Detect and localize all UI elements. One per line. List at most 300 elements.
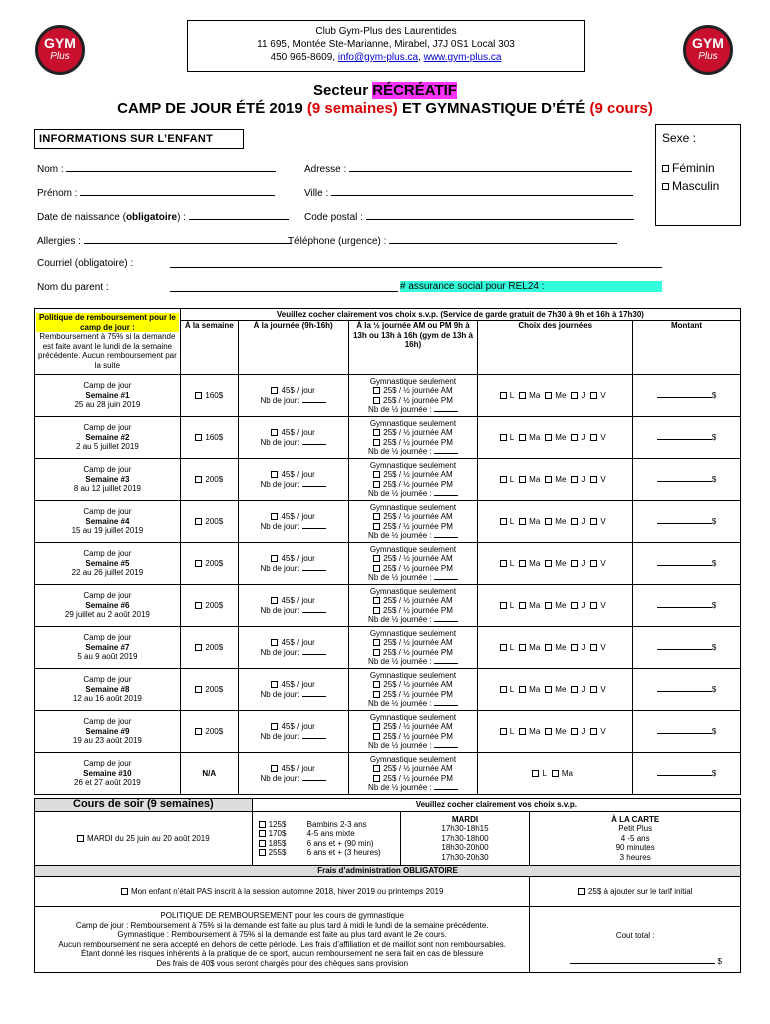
sector-title — [0, 82, 770, 99]
checkbox-icon[interactable] — [373, 387, 380, 394]
day-option-cell[interactable] — [238, 627, 348, 669]
demi-option-cell[interactable] — [348, 627, 478, 669]
checkbox-icon[interactable] — [271, 639, 278, 646]
day-label: J — [581, 474, 586, 484]
field-line[interactable] — [657, 727, 712, 734]
demi-option-cell[interactable] — [348, 417, 478, 459]
checkbox-icon[interactable] — [500, 686, 507, 693]
checkbox-icon[interactable] — [590, 518, 597, 525]
field-line[interactable] — [657, 685, 712, 692]
week-number: Semaine #1 — [85, 390, 130, 400]
checkbox-icon[interactable] — [545, 686, 552, 693]
checkbox-icon[interactable] — [271, 429, 278, 436]
montant-cell[interactable] — [633, 585, 741, 627]
checkbox-icon[interactable] — [500, 518, 507, 525]
checkbox-icon[interactable] — [373, 639, 380, 646]
field-line[interactable] — [434, 741, 458, 748]
checkbox-icon[interactable] — [259, 830, 266, 837]
sexe-box — [655, 124, 741, 226]
montant-cell[interactable] — [633, 417, 741, 459]
evening-price-option[interactable] — [259, 839, 400, 849]
field-line[interactable] — [389, 234, 617, 244]
montant-cell[interactable] — [633, 753, 741, 795]
field-line[interactable] — [302, 774, 326, 781]
checkbox-icon[interactable] — [571, 644, 578, 651]
website-link[interactable]: www.gym-plus.ca — [423, 52, 502, 63]
checkbox-icon[interactable] — [519, 602, 526, 609]
checkbox-icon[interactable] — [552, 770, 559, 777]
field-line[interactable] — [302, 564, 326, 571]
week-cell — [35, 543, 181, 585]
week-price: 160$ — [205, 432, 224, 442]
week-number: Semaine #3 — [85, 474, 130, 484]
ville-field[interactable] — [304, 186, 633, 199]
week-price-option[interactable] — [180, 585, 238, 627]
checkbox-icon[interactable] — [519, 728, 526, 735]
field-line[interactable] — [349, 162, 632, 172]
club-logo-left — [35, 25, 85, 75]
checkbox-icon[interactable] — [195, 392, 202, 399]
checkbox-icon[interactable] — [500, 602, 507, 609]
cout-total-label: Cout total : — [615, 930, 655, 940]
field-line[interactable] — [302, 606, 326, 613]
field-line[interactable] — [302, 522, 326, 529]
field-line[interactable] — [434, 405, 458, 412]
day-option[interactable] — [519, 391, 540, 400]
day-option[interactable] — [519, 517, 540, 526]
field-line[interactable] — [657, 391, 712, 398]
day-option-cell[interactable] — [238, 585, 348, 627]
col-montant: Montant — [633, 321, 741, 375]
checkbox-icon[interactable] — [545, 476, 552, 483]
checkbox-icon[interactable] — [590, 686, 597, 693]
dollar-sign: $ — [711, 432, 717, 442]
nom-field[interactable] — [37, 162, 276, 175]
checkbox-icon[interactable] — [373, 723, 380, 730]
day-option[interactable] — [519, 601, 540, 610]
checkbox-icon[interactable] — [195, 560, 202, 567]
checkbox-icon[interactable] — [195, 686, 202, 693]
checkbox-icon[interactable] — [545, 518, 552, 525]
field-line[interactable] — [302, 648, 326, 655]
checkbox-icon[interactable] — [271, 765, 278, 772]
checkbox-icon[interactable] — [500, 728, 507, 735]
field-line[interactable] — [302, 690, 326, 697]
day-label: V — [600, 558, 606, 568]
day-option[interactable] — [571, 559, 585, 568]
week-price-option[interactable] — [180, 375, 238, 417]
checkbox-icon[interactable] — [271, 555, 278, 562]
checkbox-icon[interactable] — [571, 686, 578, 693]
evening-price-option[interactable] — [259, 829, 400, 839]
checkbox-icon[interactable] — [590, 476, 597, 483]
field-line[interactable] — [434, 699, 458, 706]
montant-cell[interactable] — [633, 669, 741, 711]
checkbox-icon[interactable] — [373, 523, 380, 530]
day-option[interactable] — [545, 727, 566, 736]
field-line[interactable] — [84, 234, 292, 244]
field-line[interactable] — [331, 186, 633, 196]
admin-fee-label: 25$ à ajouter sur le tarif initial — [587, 886, 693, 896]
checkbox-icon[interactable] — [195, 518, 202, 525]
days-cell — [478, 669, 633, 711]
demi-option-cell[interactable] — [348, 585, 478, 627]
courriel-field[interactable] — [37, 258, 133, 269]
checkbox-icon[interactable] — [519, 476, 526, 483]
checkbox-icon[interactable] — [195, 602, 202, 609]
day-option[interactable] — [519, 685, 540, 694]
day-option[interactable] — [532, 769, 546, 778]
day-option[interactable] — [500, 475, 514, 484]
code-postal-field[interactable] — [304, 210, 634, 223]
checkbox-icon[interactable] — [545, 392, 552, 399]
demi-option-cell[interactable] — [348, 501, 478, 543]
field-line[interactable] — [657, 433, 712, 440]
checkbox-icon[interactable] — [271, 723, 278, 730]
checkbox-icon[interactable] — [271, 471, 278, 478]
checkbox-icon[interactable] — [373, 733, 380, 740]
day-option[interactable] — [500, 433, 514, 442]
day-option-cell[interactable] — [238, 501, 348, 543]
checkbox-icon[interactable] — [545, 602, 552, 609]
checkbox-icon[interactable] — [373, 397, 380, 404]
checkbox-icon[interactable] — [519, 518, 526, 525]
checkbox-icon[interactable] — [590, 560, 597, 567]
jour-price: 45$ / jour — [281, 638, 315, 647]
checkbox-icon[interactable] — [571, 518, 578, 525]
child-info-heading: INFORMATIONS SUR L’ENFANT — [34, 129, 244, 149]
checkbox-icon[interactable] — [500, 644, 507, 651]
week-price-option[interactable] — [180, 459, 238, 501]
field-line[interactable] — [189, 210, 289, 220]
field-line[interactable] — [302, 480, 326, 487]
assurance-field[interactable] — [400, 281, 662, 292]
field-line[interactable] — [302, 732, 326, 739]
sexe-option-masculin[interactable] — [662, 177, 740, 195]
evening-price: 170$ — [268, 829, 287, 838]
day-label: L — [509, 390, 515, 400]
jour-price: 45$ / jour — [281, 470, 315, 479]
checkbox-icon[interactable] — [545, 728, 552, 735]
sexe-option-feminin[interactable] — [662, 159, 740, 177]
checkbox-icon[interactable] — [373, 565, 380, 572]
field-line[interactable] — [434, 447, 458, 454]
day-option-cell[interactable] — [238, 669, 348, 711]
field-line[interactable] — [657, 601, 712, 608]
montant-cell[interactable] — [633, 501, 741, 543]
checkbox-icon[interactable] — [195, 644, 202, 651]
days-cell — [478, 711, 633, 753]
email-link[interactable]: info@gym-plus.ca — [337, 52, 419, 63]
evening-group: Bambins 2-3 ans — [306, 819, 367, 829]
week-camp: Camp de jour — [83, 423, 132, 433]
checkbox-icon[interactable] — [373, 607, 380, 614]
week-number: Semaine #10 — [83, 768, 132, 778]
gym-only-label: Gymnastique seulement — [369, 754, 457, 764]
checkbox-icon[interactable] — [519, 392, 526, 399]
day-option[interactable] — [571, 727, 585, 736]
day-option[interactable] — [500, 727, 514, 736]
day-label: Ma — [529, 684, 541, 694]
checkbox-icon[interactable] — [545, 560, 552, 567]
checkbox-icon[interactable] — [571, 602, 578, 609]
day-option[interactable] — [571, 643, 585, 652]
day-option[interactable] — [519, 475, 540, 484]
checkbox-icon[interactable] — [373, 471, 380, 478]
day-option[interactable] — [545, 601, 566, 610]
checkbox-icon[interactable] — [578, 888, 585, 895]
day-option[interactable] — [590, 475, 605, 484]
day-label: V — [600, 516, 606, 526]
demi-option-cell[interactable] — [348, 753, 478, 795]
checkbox-icon[interactable] — [373, 439, 380, 446]
checkbox-icon[interactable] — [590, 644, 597, 651]
field-line[interactable] — [657, 517, 712, 524]
checkbox-icon[interactable] — [662, 183, 669, 190]
parent-field[interactable] — [37, 282, 109, 293]
dollar-sign: $ — [711, 558, 717, 568]
checkbox-icon[interactable] — [590, 728, 597, 735]
checkbox-icon[interactable] — [519, 686, 526, 693]
day-option[interactable] — [545, 643, 566, 652]
day-option[interactable] — [545, 433, 566, 442]
day-option[interactable] — [519, 643, 540, 652]
checkbox-icon[interactable] — [571, 476, 578, 483]
field-line[interactable] — [434, 573, 458, 580]
demi-option-cell[interactable] — [348, 375, 478, 417]
nb-demi-label: Nb de ½ journée : — [368, 699, 432, 708]
checkbox-icon[interactable] — [590, 392, 597, 399]
checkbox-icon[interactable] — [571, 392, 578, 399]
field-label: ) : — [177, 212, 186, 223]
checkbox-icon[interactable] — [519, 560, 526, 567]
day-label: L — [509, 642, 515, 652]
checkbox-icon[interactable] — [590, 602, 597, 609]
field-line[interactable] — [434, 615, 458, 622]
day-option[interactable] — [519, 727, 540, 736]
day-label: J — [581, 600, 586, 610]
nb-jour-label: Nb de jour: — [260, 563, 300, 573]
checkbox-icon[interactable] — [195, 728, 202, 735]
prenom-field[interactable] — [37, 186, 275, 199]
day-option-cell[interactable] — [238, 543, 348, 585]
montant-cell[interactable] — [633, 543, 741, 585]
col-journee: À la journée (9h-16h) — [238, 321, 348, 375]
week-price-option[interactable] — [180, 417, 238, 459]
day-label: Me — [555, 432, 567, 442]
col-demi: À la ½ journée AM ou PM 9h à 13h ou 13h à 16h (gym de 13h à 16h) — [348, 321, 478, 375]
day-option-cell[interactable] — [238, 375, 348, 417]
checkbox-icon[interactable] — [532, 770, 539, 777]
carte-item: 4 -5 ans — [620, 833, 650, 843]
checkbox-icon[interactable] — [259, 840, 266, 847]
checkbox-icon[interactable] — [545, 644, 552, 651]
week-price-option[interactable] — [180, 543, 238, 585]
checkbox-icon[interactable] — [195, 476, 202, 483]
evening-price-option[interactable] — [259, 848, 400, 858]
checkbox-icon[interactable] — [373, 555, 380, 562]
naissance-field[interactable] — [37, 210, 289, 223]
demi-option-cell[interactable] — [348, 459, 478, 501]
week-number: Semaine #5 — [85, 558, 130, 568]
day-option[interactable] — [500, 685, 514, 694]
day-option-cell[interactable] — [238, 753, 348, 795]
checkbox-icon[interactable] — [571, 728, 578, 735]
table-instruction: Veuillez cocher clairement vos choix s.v.p. (Service de garde gratuit de 7h30 à 9h et 16h à 17h30) — [180, 309, 740, 321]
field-line[interactable] — [302, 438, 326, 445]
checkbox-icon[interactable] — [590, 434, 597, 441]
day-option[interactable] — [500, 391, 514, 400]
checkbox-icon[interactable] — [662, 165, 669, 172]
parent-line[interactable] — [170, 282, 398, 292]
adresse-field[interactable] — [304, 162, 632, 175]
field-line[interactable] — [570, 954, 715, 964]
checkbox-icon[interactable] — [259, 821, 266, 828]
field-line[interactable] — [302, 396, 326, 403]
week-camp: Camp de jour — [83, 675, 132, 685]
checkbox-icon[interactable] — [571, 560, 578, 567]
day-option-cell[interactable] — [238, 711, 348, 753]
field-line[interactable] — [434, 783, 458, 790]
checkbox-icon[interactable] — [373, 513, 380, 520]
day-label: Ma — [529, 390, 541, 400]
day-label: V — [600, 642, 606, 652]
week-price-option[interactable] — [180, 669, 238, 711]
club-phone: 450 965-8609, — [270, 52, 336, 63]
day-option-cell[interactable] — [238, 417, 348, 459]
checkbox-icon[interactable] — [77, 835, 84, 842]
day-option[interactable] — [519, 559, 540, 568]
week-price: 200$ — [205, 558, 224, 568]
field-line[interactable] — [657, 769, 712, 776]
field-line[interactable] — [657, 643, 712, 650]
day-option[interactable] — [545, 559, 566, 568]
checkbox-icon[interactable] — [373, 765, 380, 772]
montant-cell[interactable] — [633, 375, 741, 417]
evening-price-option[interactable] — [259, 820, 400, 830]
checkbox-icon[interactable] — [271, 513, 278, 520]
montant-cell[interactable] — [633, 711, 741, 753]
day-option[interactable] — [571, 433, 585, 442]
sexe-label: Sexe : — [662, 131, 697, 145]
field-line[interactable] — [657, 475, 712, 482]
checkbox-icon[interactable] — [500, 560, 507, 567]
mardi-time: 18h30-20h00 — [441, 843, 489, 853]
courriel-line[interactable] — [170, 258, 662, 268]
day-option[interactable] — [519, 433, 540, 442]
day-label: Ma — [529, 432, 541, 442]
checkbox-icon[interactable] — [195, 434, 202, 441]
cout-total-field[interactable] — [550, 954, 722, 967]
checkbox-icon[interactable] — [571, 434, 578, 441]
day-option[interactable] — [552, 769, 573, 778]
day-option[interactable] — [571, 601, 585, 610]
checkbox-icon[interactable] — [545, 434, 552, 441]
day-option[interactable] — [590, 433, 605, 442]
telephone-field[interactable] — [288, 234, 617, 247]
day-option[interactable] — [590, 517, 605, 526]
day-option[interactable] — [571, 391, 585, 400]
day-label: L — [542, 768, 547, 778]
day-option[interactable] — [500, 517, 514, 526]
checkbox-icon[interactable] — [271, 681, 278, 688]
day-option[interactable] — [590, 727, 605, 736]
day-option[interactable] — [590, 391, 605, 400]
checkbox-icon[interactable] — [373, 597, 380, 604]
checkbox-icon[interactable] — [519, 434, 526, 441]
admin-option[interactable] — [35, 877, 530, 907]
week-price-option[interactable] — [180, 711, 238, 753]
day-option[interactable] — [545, 517, 566, 526]
day-option[interactable] — [571, 685, 585, 694]
admin-fee[interactable] — [530, 877, 741, 907]
field-line[interactable] — [434, 489, 458, 496]
demi-option-cell[interactable] — [348, 711, 478, 753]
checkbox-icon[interactable] — [500, 476, 507, 483]
checkbox-icon[interactable] — [373, 649, 380, 656]
day-option[interactable] — [545, 391, 566, 400]
mardi-option[interactable] — [35, 812, 253, 866]
day-option[interactable] — [571, 475, 585, 484]
checkbox-icon[interactable] — [121, 888, 128, 895]
checkbox-icon[interactable] — [259, 849, 266, 856]
field-label: Allergies : — [37, 236, 81, 247]
field-line[interactable] — [434, 657, 458, 664]
day-option[interactable] — [545, 475, 566, 484]
demi-option-cell[interactable] — [348, 543, 478, 585]
nb-demi-label: Nb de ½ journée : — [368, 489, 432, 498]
day-option-cell[interactable] — [238, 459, 348, 501]
day-option[interactable] — [590, 559, 605, 568]
checkbox-icon[interactable] — [519, 644, 526, 651]
day-option[interactable] — [590, 685, 605, 694]
day-label: L — [509, 684, 515, 694]
week-cell — [35, 711, 181, 753]
field-line[interactable] — [66, 162, 276, 172]
pm-label: 25$ / ½ journée PM — [383, 647, 453, 657]
checkbox-icon[interactable] — [373, 775, 380, 782]
demi-option-cell[interactable] — [348, 669, 478, 711]
checkbox-icon[interactable] — [373, 481, 380, 488]
allergies-field[interactable] — [37, 234, 292, 247]
day-option[interactable] — [500, 601, 514, 610]
evening-instruction: Veuillez cocher clairement vos choix s.v.p. — [252, 799, 740, 812]
checkbox-icon[interactable] — [271, 387, 278, 394]
field-line[interactable] — [657, 559, 712, 566]
checkbox-icon[interactable] — [373, 681, 380, 688]
montant-cell[interactable] — [633, 627, 741, 669]
field-line[interactable] — [366, 210, 634, 220]
montant-cell[interactable] — [633, 459, 741, 501]
sector-name: RÉCRÉATIF — [372, 82, 457, 99]
checkbox-icon[interactable] — [271, 597, 278, 604]
day-option[interactable] — [590, 601, 605, 610]
day-option[interactable] — [500, 559, 514, 568]
checkbox-icon[interactable] — [373, 691, 380, 698]
week-price-option[interactable] — [180, 501, 238, 543]
week-price-option[interactable] — [180, 627, 238, 669]
field-line[interactable] — [80, 186, 275, 196]
week-price: 200$ — [205, 474, 224, 484]
checkbox-icon[interactable] — [500, 434, 507, 441]
day-option[interactable] — [500, 643, 514, 652]
checkbox-icon[interactable] — [500, 392, 507, 399]
day-option[interactable] — [571, 517, 585, 526]
field-line[interactable] — [434, 531, 458, 538]
day-option[interactable] — [545, 685, 566, 694]
day-option[interactable] — [590, 643, 605, 652]
checkbox-icon[interactable] — [373, 429, 380, 436]
